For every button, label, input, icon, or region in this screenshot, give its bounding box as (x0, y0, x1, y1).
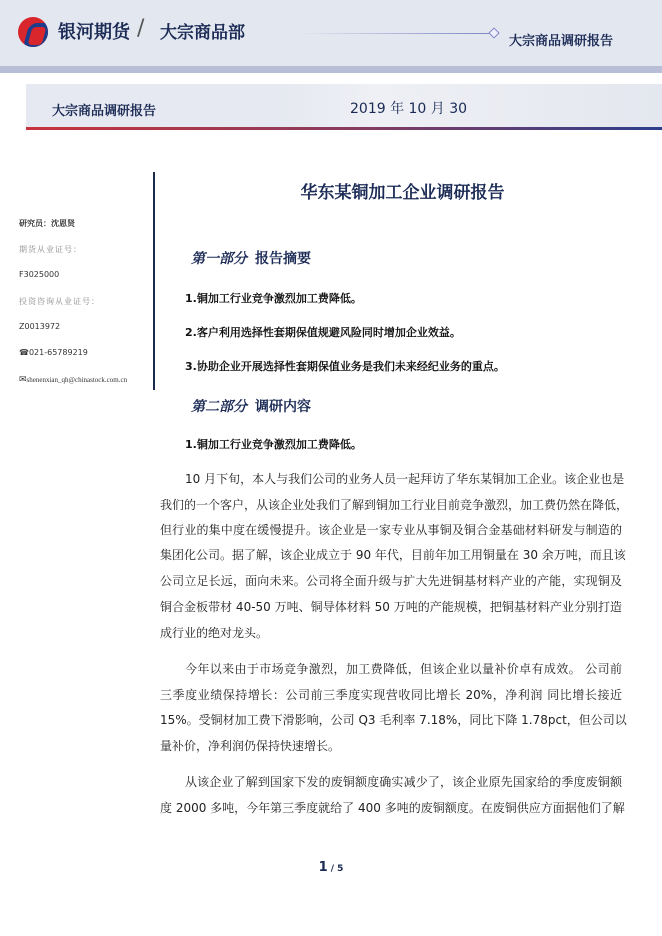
paragraph-line: 但行业的集中度在缓慢提升。该企业是一家专业从事铜及铜合金基础材料研发与制造的 (160, 523, 622, 537)
banner-title: 大宗商品调研报告 (52, 104, 157, 119)
sidebar-divider (153, 172, 155, 390)
page-separator: / (327, 864, 338, 874)
report-date: 2019 年 10 月 30 (350, 101, 468, 117)
consult-cert-label: 投资咨询从业证号： (19, 297, 100, 306)
part-label: 第二部分 (191, 399, 247, 415)
consult-cert-number: Z0013972 (19, 322, 61, 331)
document-title: 华东某铜加工企业调研报告 (300, 183, 505, 203)
summary-point: 2.客户利用选择性套期保值规避风险同时增加企业效益。 (185, 326, 461, 339)
paragraph-line: 今年以来由于市场竞争激烈，加工费降低，但该企业以量补价卓有成效。 公司前 (185, 662, 622, 676)
summary-point: 1.铜加工行业竞争激烈加工费降低。 (185, 292, 362, 305)
researcher-name: 研究员：沈恩贤 (19, 219, 75, 228)
brand-separator: / (137, 16, 145, 41)
subsection-heading: 1.铜加工行业竞争激烈加工费降低。 (185, 438, 362, 451)
header-band (0, 66, 662, 73)
paragraph-line: 铜合金板带材 40-50 万吨、铜导体材料 50 万吨的产能规模，把铜基材料产业分别打造 (160, 600, 622, 614)
page-number (0, 860, 662, 875)
total-pages: 5 (337, 864, 344, 874)
header-report-type: 大宗商品调研报告 (509, 34, 614, 49)
paragraph-line: 从该企业了解到国家下发的废铜额度确实减少了，该企业原先国家给的季度废铜额 (185, 775, 622, 789)
email-address[interactable]: shenenxian_qh@chinastock.com.cn (26, 376, 128, 384)
section-heading-part2 (191, 396, 311, 416)
galaxy-futures-logo-icon (18, 17, 48, 47)
paragraph-line: 集团化公司。据了解，该企业成立于 90 年代，目前年加工用铜量在 30 余万吨，而且该 (160, 548, 626, 562)
paragraph-line: 量补价，净利润仍保持快速增长。 (160, 739, 341, 753)
summary-point: 3.协助企业开展选择性套期保值业务是我们未来经纪业务的重点。 (185, 360, 505, 373)
part-title: 报告摘要 (255, 251, 311, 267)
envelope-icon: ✉ (19, 374, 27, 384)
brand-name: 银河期货 (58, 22, 130, 43)
futures-cert-number: F3025000 (19, 270, 60, 279)
department-name: 大宗商品部 (160, 23, 245, 43)
part-label: 第一部分 (191, 251, 247, 267)
paragraph-line: 10 月下旬，本人与我们公司的业务人员一起拜访了华东某铜加工企业。该企业也是 (185, 472, 625, 486)
paragraph-line: 公司立足长远，面向未来。公司将全面升级与扩大先进铜基材料产业的产能，实现铜及 (160, 574, 622, 588)
section-heading-part1 (191, 248, 311, 268)
paragraph-line: 度 2000 多吨，今年第三季度就给了 400 多吨的废铜额度。在废铜供应方面据他们了解 (160, 801, 625, 815)
paragraph-line: 我们的一个客户，从该企业处我们了解到铜加工行业目前竞争激烈，加工费仍然在降低， (160, 498, 629, 512)
header-divider (300, 33, 490, 34)
paragraph-line: 成行业的绝对龙头。 (160, 626, 269, 640)
futures-cert-label: 期货从业证号： (19, 245, 82, 254)
report-banner (26, 84, 662, 130)
phone-contact (19, 348, 88, 357)
current-page: 1 (318, 860, 328, 875)
paragraph-line: 15%。受铜材加工费下滑影响，公司 Q3 毛利率 7.18%，同比下降 1.78pct，但公司以 (160, 713, 627, 727)
phone-number: 021-65789219 (28, 348, 88, 357)
email-contact (19, 374, 127, 385)
paragraph-line: 三季度业绩保持增长：公司前三季度实现营收同比增长 20%，净利润 同比增长接近 (160, 688, 622, 702)
part-title: 调研内容 (255, 399, 311, 415)
banner-underline (26, 127, 662, 130)
phone-icon: ☎ (19, 348, 29, 357)
